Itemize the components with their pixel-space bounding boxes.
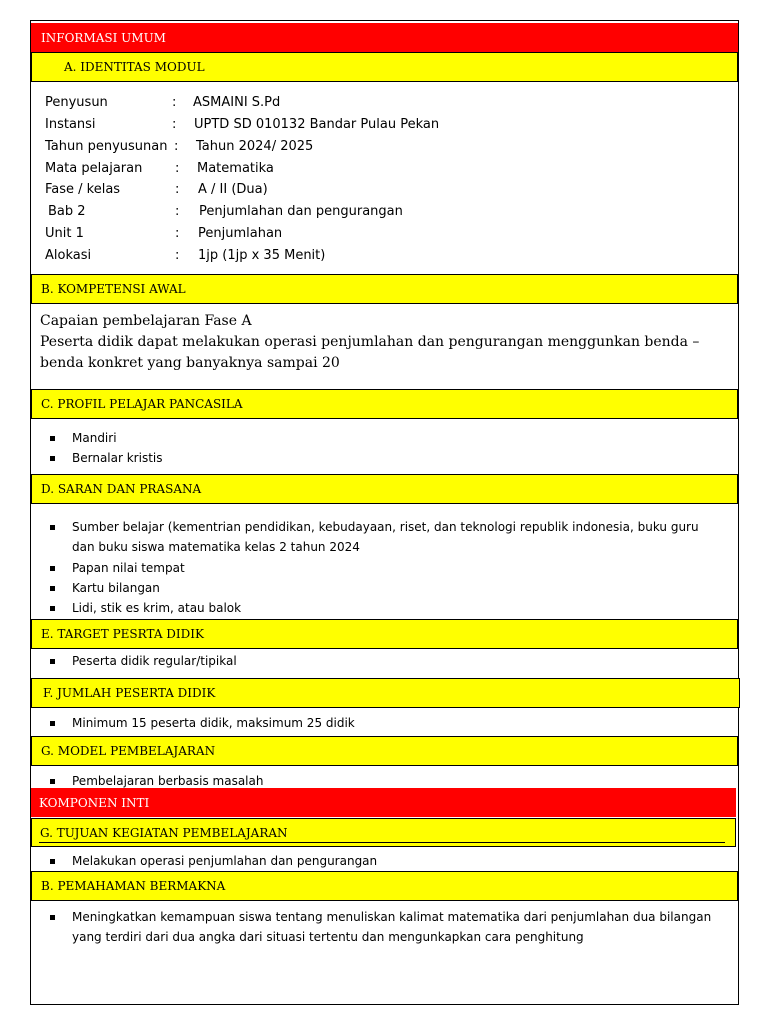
- list-item-text: Melakukan operasi penjumlahan dan pengurangan: [72, 854, 378, 868]
- bullet-icon: [50, 859, 55, 864]
- kompetensi-heading: Capaian pembelajaran Fase A: [40, 313, 252, 329]
- list-item-text: Bernalar kristis: [72, 451, 163, 465]
- sep: :: [175, 161, 180, 176]
- label-bab: Bab 2: [48, 204, 86, 219]
- section-komponen-inti: [31, 788, 736, 817]
- section-model-pembelajaran: [31, 736, 738, 766]
- sep: :: [174, 139, 179, 154]
- list-item-text: Mandiri: [72, 431, 117, 445]
- section-saran-prasarana: [31, 474, 738, 504]
- list-item-text: Sumber belajar (kementrian pendidikan, kebudayaan, riset, dan teknologi republik indonesia, buku guru dan buku siswa matematika kelas 2 tahun 2024: [72, 520, 699, 554]
- list-item-text: Lidi, stik es krim, atau balok: [72, 601, 242, 615]
- list-item-text: Peserta didik regular/tipikal: [72, 654, 237, 668]
- section-informasi-umum: [31, 23, 738, 52]
- bullet-icon: [50, 586, 55, 591]
- value-instansi: UPTD SD 010132 Bandar Pulau Pekan: [194, 117, 440, 132]
- bullet-icon: [50, 779, 55, 784]
- value-penyusun: ASMAINI S.Pd: [193, 95, 281, 110]
- section-pemahaman-bermakna: [31, 871, 738, 901]
- section-title: G. MODEL PEMBELAJARAN: [41, 744, 216, 758]
- bullet-icon: [50, 456, 55, 461]
- bullet-icon: [50, 606, 55, 611]
- sep: :: [175, 204, 180, 219]
- tujuan-underline: [39, 842, 725, 843]
- sep: :: [175, 226, 180, 241]
- bullet-icon: [50, 659, 55, 664]
- list-item-text: Meningkatkan kemampuan siswa tentang menuliskan kalimat matematika dari penjumlahan dua bilangan yang terdiri dari dua angka dari situasi tertentu dan mengunkapkan cara penghitung: [72, 910, 712, 944]
- section-title: C. PROFIL PELAJAR PANCASILA: [41, 397, 243, 411]
- section-identitas-modul: [31, 52, 738, 82]
- list-item-text: Papan nilai tempat: [72, 561, 185, 575]
- label-instansi: Instansi: [45, 117, 96, 132]
- bullet-icon: [50, 915, 55, 920]
- kompetensi-text: Peserta didik dapat melakukan operasi penjumlahan dan pengurangan menggunkan benda – benda konkret yang banyaknya sampai 20: [40, 334, 700, 371]
- label-penyusun: Penyusun: [45, 95, 108, 110]
- value-alokasi: 1jp (1jp x 35 Menit): [198, 248, 326, 263]
- sep: :: [175, 248, 180, 263]
- value-tahun: Tahun 2024/ 2025: [196, 139, 314, 154]
- value-bab: Penjumlahan dan pengurangan: [199, 204, 403, 219]
- bullet-icon: [50, 566, 55, 571]
- label-tahun: Tahun penyusunan: [45, 139, 168, 154]
- label-alokasi: Alokasi: [45, 248, 92, 263]
- section-title: B. PEMAHAMAN BERMAKNA: [41, 879, 226, 893]
- section-title: E. TARGET PESRTA DIDIK: [41, 627, 204, 641]
- value-unit: Penjumlahan: [198, 226, 283, 241]
- value-mapel: Matematika: [197, 161, 274, 176]
- value-fase: A / II (Dua): [198, 182, 268, 197]
- section-jumlah-peserta: [31, 678, 740, 708]
- sep: :: [172, 95, 177, 110]
- list-item-text: Minimum 15 peserta didik, maksimum 25 didik: [72, 716, 355, 730]
- bullet-icon: [50, 721, 55, 726]
- bullet-icon: [50, 436, 55, 441]
- section-title: A. IDENTITAS MODUL: [64, 60, 205, 74]
- section-title: D. SARAN DAN PRASANA: [41, 482, 202, 496]
- section-title: G. TUJUAN KEGIATAN PEMBELAJARAN: [40, 825, 288, 840]
- list-item-text: Pembelajaran berbasis masalah: [72, 774, 264, 788]
- section-kompetensi-awal: [31, 274, 738, 304]
- section-title: INFORMASI UMUM: [41, 30, 166, 45]
- section-target-peserta: [31, 619, 738, 649]
- sep: :: [172, 117, 177, 132]
- section-title: KOMPONEN INTI: [39, 795, 150, 810]
- label-fase: Fase / kelas: [45, 182, 121, 197]
- section-title: B. KOMPETENSI AWAL: [41, 282, 186, 296]
- bullet-icon: [50, 525, 55, 530]
- label-mapel: Mata pelajaran: [45, 161, 143, 176]
- section-profil-pelajar: [31, 389, 738, 419]
- sep: :: [175, 182, 180, 197]
- list-item-text: Kartu bilangan: [72, 581, 160, 595]
- label-unit: Unit 1: [45, 226, 84, 241]
- section-title: F. JUMLAH PESERTA DIDIK: [43, 686, 216, 700]
